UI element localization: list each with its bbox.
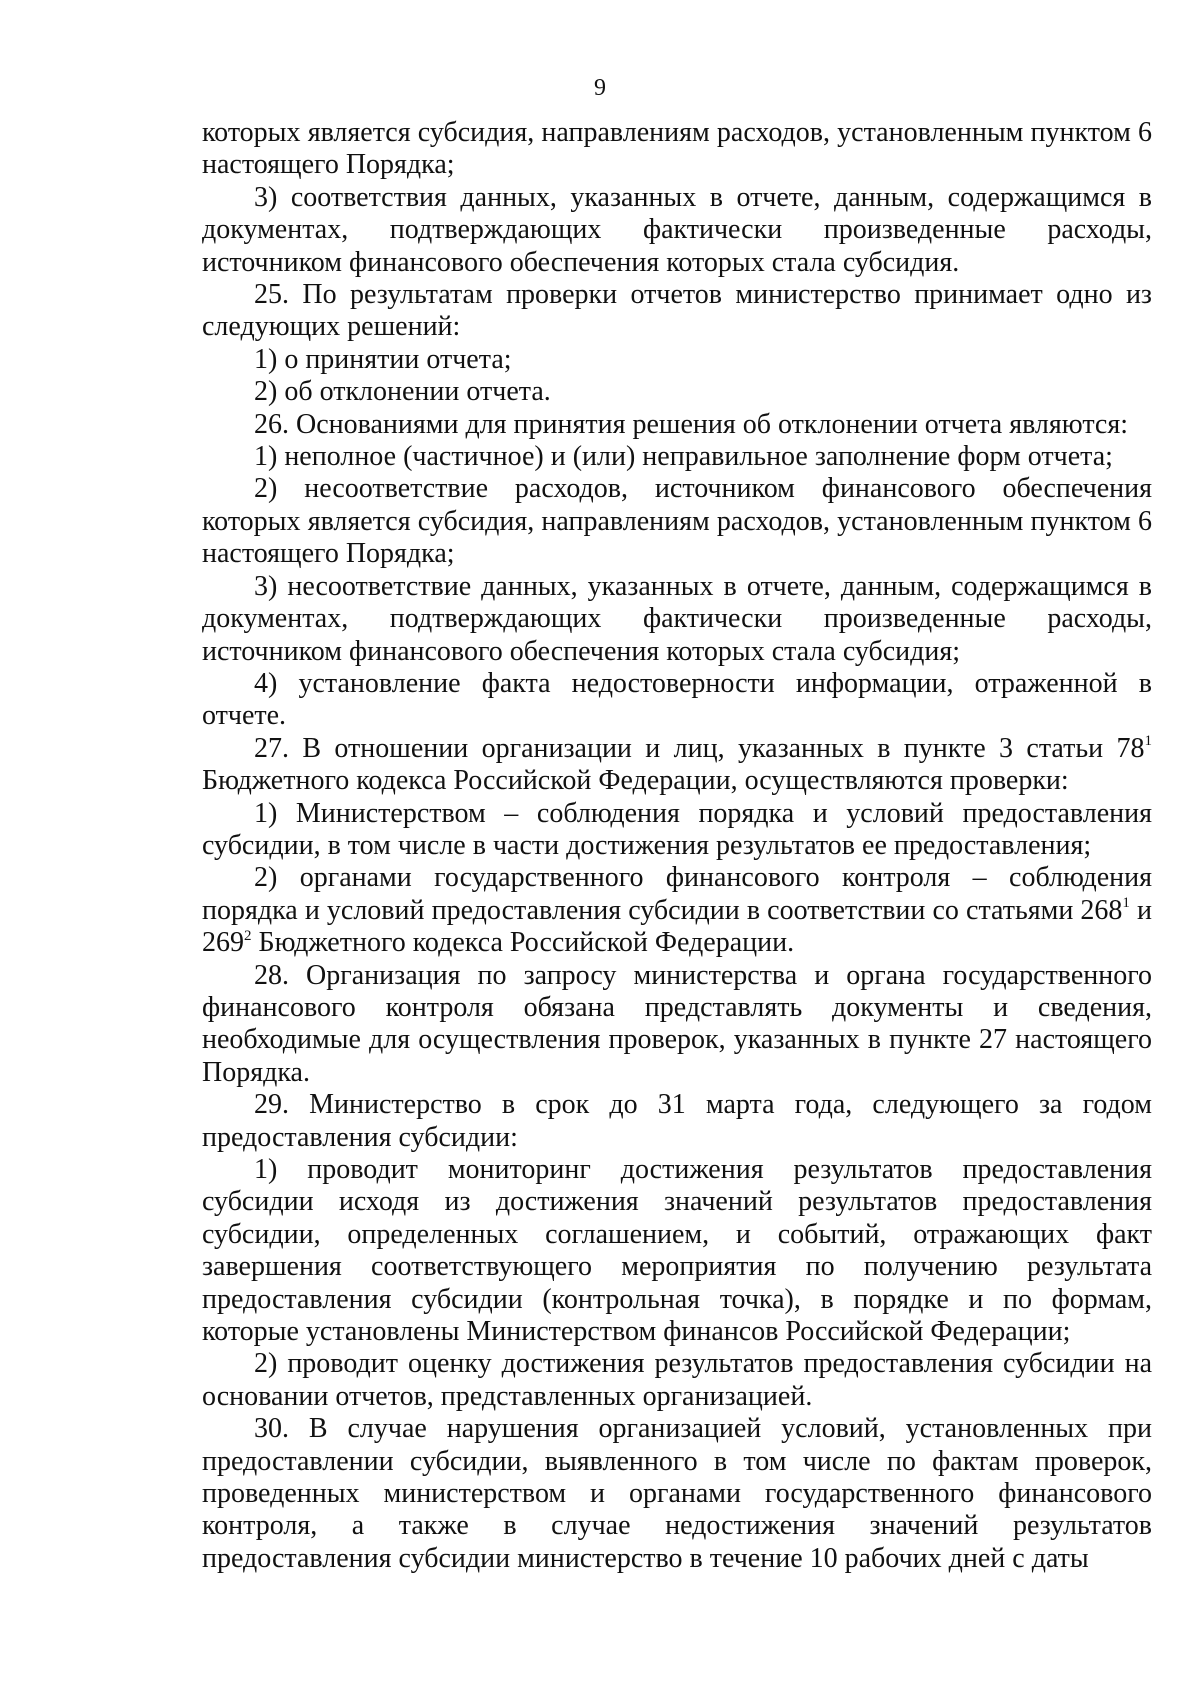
paragraph-text: Бюджетного кодекса Российской Федерации, осуществляются проверки: — [202, 765, 1069, 797]
paragraph — [202, 960, 1152, 1090]
paragraph-text: 1) неполное (частичное) и (или) неправильное заполнение форм отчета; — [254, 441, 1113, 473]
document-body — [202, 117, 1152, 1575]
paragraph-text: 2) проводит оценку достижения результатов предоставления субсидии на основании отчетов, представленных организацией. — [202, 1348, 1152, 1412]
superscript-index: 1 — [1144, 733, 1152, 750]
paragraph — [202, 1089, 1152, 1154]
paragraph — [202, 376, 1152, 408]
paragraph-text: 3) несоответствие данных, указанных в отчете, данным, содержащимся в документах, подтверждающих фактически произведенные расходы, источником финансового обеспечения которых стала субсидия; — [202, 570, 1152, 667]
paragraph-text: 4) установление факта недостоверности информации, отраженной в отчете. — [202, 667, 1152, 732]
paragraph-text: 1) проводит мониторинг достижения результатов предоставления субсидии исходя из достижения значений результатов предоставления субсидии, определенных соглашением, и событий, отражающих факт завершения соответствующего мероприятия по получению результата предоставления субсидии (контрольная точка), в порядке и по формам, которые установлены Министерством финансов Российской Федерации; — [202, 1154, 1152, 1348]
paragraph-text: которых является субсидия, направлениям расходов, установленным пунктом 6 настоящего Порядка; — [202, 117, 1152, 181]
paragraph — [202, 1154, 1152, 1348]
paragraph — [202, 733, 1152, 798]
paragraph-text: 3) соответствия данных, указанных в отчете, данным, содержащимся в документах, подтверждающих фактически произведенные расходы, источником финансового обеспечения которых стала субсидия. — [202, 181, 1152, 278]
paragraph — [202, 862, 1152, 959]
paragraph — [202, 473, 1152, 570]
page-number: 9 — [594, 75, 606, 101]
paragraph-text: 2) несоответствие расходов, источником финансового обеспечения которых является субсидия, направлениям расходов, установленным пунктом 6 настоящего Порядка; — [202, 473, 1152, 570]
paragraph — [202, 409, 1152, 441]
paragraph-text: Бюджетного кодекса Российской Федерации. — [251, 927, 795, 959]
paragraph-text: 29. Министерство в срок до 31 марта года, следующего за годом предоставления субсидии: — [202, 1089, 1152, 1153]
paragraph — [202, 798, 1152, 863]
paragraph-text: 2) об отклонении отчета. — [254, 376, 551, 408]
paragraph-text: 27. В отношении организации и лиц, указанных в пункте 3 статьи 78 — [254, 732, 1145, 764]
paragraph-text: 30. В случае нарушения организацией условий, установленных при предоставлении субсидии, выявленного в том числе по фактам проверок, проведенных министерством и органами государственного финансового контроля, а также в случае недостижения значений результатов предоставления субсидии министерство в течение 10 рабочих дней с даты — [202, 1413, 1152, 1574]
paragraph — [202, 344, 1152, 376]
superscript-index: 1 — [1122, 895, 1130, 912]
paragraph — [202, 117, 1152, 182]
paragraph-text: 28. Организация по запросу министерства и органа государственного финансового контроля обязана представлять документы и сведения, необходимые для осуществления проверок, указанных в пункте 27 настоящего Порядка. — [202, 959, 1152, 1088]
paragraph-text: 26. Основаниями для принятия решения об отклонении отчета являются: — [254, 408, 1128, 440]
paragraph-text: 1) о принятии отчета; — [254, 343, 512, 375]
paragraph — [202, 571, 1152, 668]
paragraph-text: 25. По результатам проверки отчетов министерство принимает одно из следующих решений: — [202, 279, 1152, 343]
paragraph — [202, 279, 1152, 344]
superscript-index: 2 — [244, 927, 252, 944]
paragraph — [202, 182, 1152, 279]
paragraph — [202, 668, 1152, 733]
paragraph-text: и 269 — [202, 894, 1153, 959]
paragraph — [202, 1413, 1152, 1575]
paragraph-text: 2) органами государственного финансового контроля – соблюдения порядка и условий предоставления субсидии в соответствии со статьями 268 — [202, 862, 1152, 926]
paragraph-text: 1) Министерством – соблюдения порядка и условий предоставления субсидии, в том числе в части достижения результатов ее предоставления; — [202, 797, 1152, 861]
paragraph — [202, 1348, 1152, 1413]
paragraph — [202, 441, 1152, 473]
